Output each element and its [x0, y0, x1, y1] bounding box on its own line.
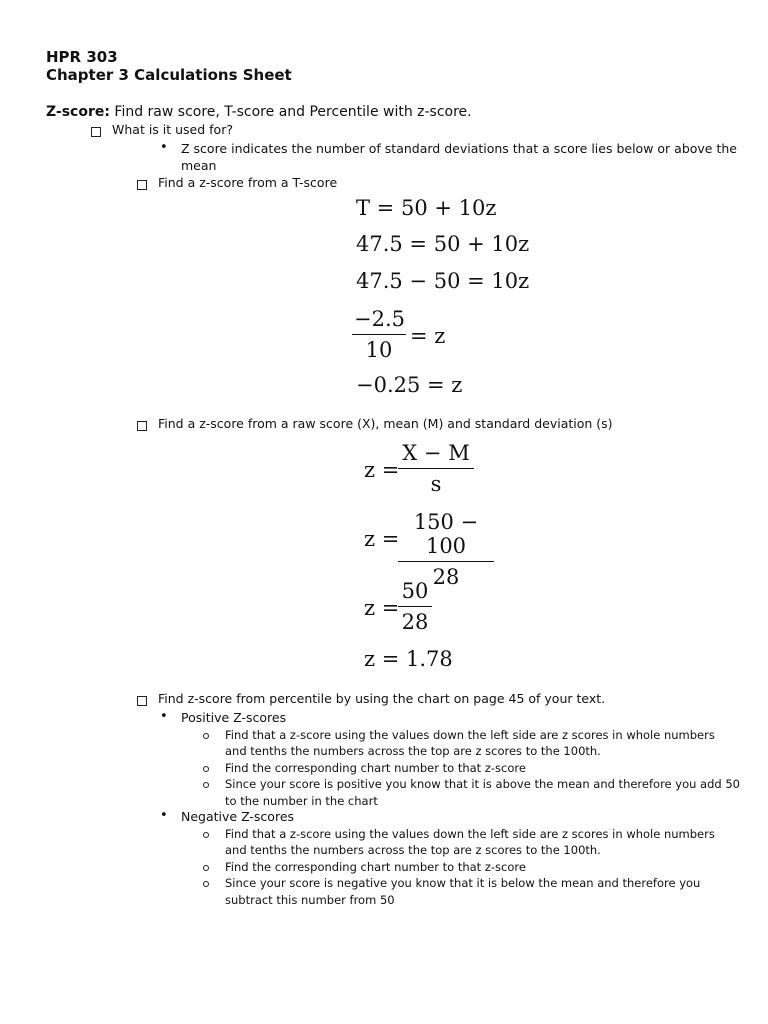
- fraction-numerator: 50: [401, 579, 429, 603]
- positive-item1-line2: and tenths the numbers across the top are z scores to the 100th.: [225, 744, 601, 758]
- bullet-icon: •: [160, 140, 168, 155]
- course-code: HPR 303: [46, 48, 118, 66]
- fraction-numerator: −2.5: [354, 307, 405, 331]
- checkbox-icon: [137, 421, 147, 431]
- raw-score-heading: Find a z-score from a raw score (X), mean (M) and standard deviation (s): [158, 416, 613, 431]
- circle-bullet-icon: [203, 782, 209, 788]
- checkbox-icon: [137, 696, 147, 706]
- page-title: Chapter 3 Calculations Sheet: [46, 66, 292, 84]
- equation-3: 47.5 − 50 = 10z: [356, 269, 530, 293]
- simplified-fraction: [398, 579, 432, 634]
- formula-lhs: z =: [364, 596, 400, 620]
- fraction-numerator: X − M: [402, 441, 470, 465]
- bullet-text-line2: mean: [181, 158, 217, 173]
- equation-5: −0.25 = z: [356, 373, 463, 397]
- fraction-denominator: 28: [401, 610, 429, 634]
- bullet-text-line1: Z score indicates the number of standard deviations that a score lies below or above the: [181, 141, 737, 156]
- substituted-fraction: [398, 510, 494, 589]
- question-what-used-for: What is it used for?: [112, 122, 233, 137]
- formula-lhs: z =: [364, 527, 400, 551]
- circle-bullet-icon: [203, 766, 209, 772]
- positive-label: Positive Z-scores: [181, 710, 287, 725]
- checkbox-icon: [91, 127, 101, 137]
- negative-item1-line1: Find that a z-score using the values down the left side are z scores in whole numbers: [225, 827, 715, 841]
- tscore-heading: Find a z-score from a T-score: [158, 175, 338, 190]
- checkbox-icon: [137, 180, 147, 190]
- negative-label: Negative Z-scores: [181, 809, 295, 824]
- circle-bullet-icon: [203, 832, 209, 838]
- circle-bullet-icon: [203, 865, 209, 871]
- positive-item3-line1: Since your score is positive you know that it is above the mean and therefore you add 50: [225, 777, 740, 791]
- negative-item1-line2: and tenths the numbers across the top are z scores to the 100th.: [225, 843, 601, 857]
- fraction-denominator: 28: [432, 565, 460, 589]
- percentile-heading: Find z-score from percentile by using the chart on page 45 of your text.: [158, 691, 606, 706]
- fraction-numerator: 150 − 100: [413, 510, 479, 558]
- equation-2: 47.5 = 50 + 10z: [356, 232, 530, 256]
- formula-result: z = 1.78: [364, 647, 453, 671]
- formula-lhs: z =: [364, 458, 400, 482]
- intro-line: [46, 104, 472, 120]
- fraction-denominator: 10: [365, 338, 393, 362]
- negative-item3-line2: subtract this number from 50: [225, 893, 395, 907]
- intro-text: Find raw score, T-score and Percentile with z-score.: [109, 104, 472, 120]
- formula-fraction: [398, 441, 474, 496]
- bullet-icon: •: [160, 808, 168, 823]
- equation-1: T = 50 + 10z: [356, 196, 497, 220]
- negative-item2: Find the corresponding chart number to that z-score: [225, 860, 526, 874]
- intro-label: Z-score:: [46, 104, 110, 120]
- positive-item3-line2: to the number in the chart: [225, 794, 378, 808]
- bullet-icon: •: [160, 709, 168, 724]
- negative-item3-line1: Since your score is negative you know that it is below the mean and therefore you: [225, 876, 701, 890]
- equation-4-rhs: = z: [410, 324, 446, 348]
- fraction-denominator: s: [430, 472, 442, 496]
- positive-item2: Find the corresponding chart number to that z-score: [225, 761, 526, 775]
- circle-bullet-icon: [203, 881, 209, 887]
- equation-4-fraction: [352, 307, 406, 362]
- circle-bullet-icon: [203, 733, 209, 739]
- positive-item1-line1: Find that a z-score using the values down the left side are z scores in whole numbers: [225, 728, 715, 742]
